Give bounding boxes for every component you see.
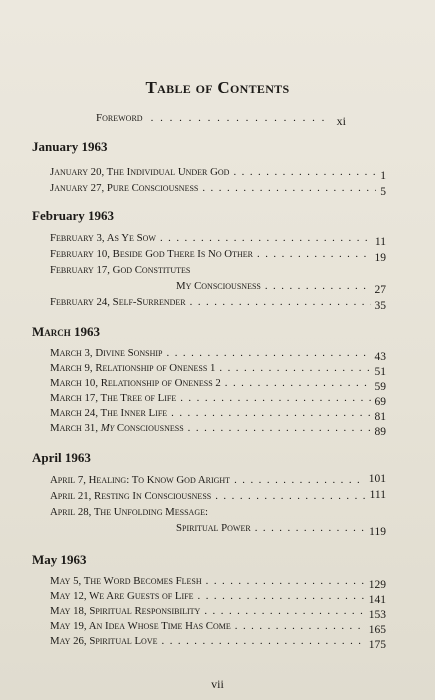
toc-entry[interactable] bbox=[50, 362, 386, 378]
entry-page: 141 bbox=[368, 594, 386, 606]
toc-entry[interactable] bbox=[50, 620, 386, 636]
entry-label bbox=[50, 422, 184, 434]
toc-entry[interactable] bbox=[50, 506, 386, 518]
toc-entry[interactable] bbox=[50, 377, 386, 393]
section-heading-may: May 1963 bbox=[32, 552, 87, 567]
entry-label: April 7, Healing: To Know God Aright bbox=[50, 474, 231, 486]
toc-entry[interactable] bbox=[50, 490, 386, 502]
dot-leader bbox=[233, 166, 376, 178]
entry-page: 111 bbox=[369, 489, 386, 501]
toc-entry[interactable] bbox=[50, 248, 386, 264]
dot-leader bbox=[206, 575, 365, 587]
page-title: Table of Contents bbox=[145, 78, 290, 97]
toc-entry[interactable] bbox=[50, 182, 386, 198]
dot-leader bbox=[162, 635, 365, 647]
toc-entry[interactable] bbox=[50, 422, 386, 438]
entry-label: April 21, Resting In Consciousness bbox=[50, 490, 212, 502]
section-heading-march: March 1963 bbox=[32, 324, 101, 339]
entry-label: January 20, The Individual Under God bbox=[50, 166, 230, 178]
section-heading-january: January 1963 bbox=[32, 139, 108, 154]
dot-leader bbox=[188, 422, 371, 434]
toc-entry[interactable] bbox=[50, 575, 386, 591]
dot-leader bbox=[257, 248, 371, 260]
entry-label-prefix: March 31, bbox=[50, 422, 101, 434]
entry-page: 175 bbox=[368, 639, 386, 651]
entry-page: 81 bbox=[374, 411, 386, 423]
dot-leader bbox=[215, 490, 365, 502]
toc-entry[interactable] bbox=[50, 605, 386, 621]
toc-entry[interactable] bbox=[50, 296, 386, 312]
entry-label: May 18, Spiritual Responsibility bbox=[50, 605, 201, 617]
toc-entry[interactable] bbox=[50, 347, 386, 363]
dot-leader bbox=[255, 522, 365, 534]
entry-page: 89 bbox=[374, 426, 386, 438]
entry-label: May 5, The Word Becomes Flesh bbox=[50, 575, 202, 587]
dot-leader bbox=[160, 232, 371, 244]
entry-label: May 12, We Are Guests of Life bbox=[50, 590, 194, 602]
toc-entry[interactable] bbox=[50, 392, 386, 408]
toc-entry[interactable] bbox=[50, 232, 386, 248]
dot-leader bbox=[190, 296, 371, 308]
entry-page: 27 bbox=[374, 284, 386, 296]
entry-label: February 17, God Constitutes bbox=[50, 264, 191, 276]
dot-leader bbox=[167, 347, 371, 359]
toc-entry-foreword[interactable] bbox=[96, 110, 346, 128]
entry-label-suffix: Consciousness bbox=[114, 422, 184, 434]
section-heading-february: February 1963 bbox=[32, 208, 114, 223]
entry-page: 43 bbox=[374, 351, 386, 363]
toc-entry[interactable] bbox=[50, 590, 386, 606]
entry-label: Spiritual Power bbox=[176, 522, 251, 534]
dot-leader bbox=[234, 474, 365, 486]
entry-label: January 27, Pure Consciousness bbox=[50, 182, 199, 194]
entry-label: March 17, The Tree of Life bbox=[50, 392, 177, 404]
toc-entry-continuation[interactable] bbox=[176, 280, 386, 296]
entry-label-italic: My bbox=[100, 422, 115, 434]
entry-page: 119 bbox=[369, 526, 386, 538]
entry-label: February 3, As Ye Sow bbox=[50, 232, 156, 244]
dot-leader bbox=[235, 620, 365, 632]
dot-leader bbox=[204, 605, 364, 617]
dot-leader bbox=[151, 112, 331, 124]
entry-page: 69 bbox=[374, 396, 386, 408]
dot-leader bbox=[198, 590, 365, 602]
toc-entry[interactable] bbox=[50, 407, 386, 423]
entry-page: 153 bbox=[368, 609, 386, 621]
entry-label: My Consciousness bbox=[176, 280, 261, 292]
entry-label: May 19, An Idea Whose Time Has Come bbox=[50, 620, 231, 632]
entry-page: 1 bbox=[380, 170, 386, 182]
entry-label: March 3, Divine Sonship bbox=[50, 347, 163, 359]
toc-entry[interactable] bbox=[50, 474, 386, 486]
dot-leader bbox=[219, 362, 370, 374]
entry-page: 101 bbox=[368, 473, 386, 485]
page-number: vii bbox=[211, 677, 224, 691]
entry-page: 19 bbox=[374, 252, 386, 264]
entry-label: February 24, Self-Surrender bbox=[50, 296, 186, 308]
section-heading-april: April 1963 bbox=[32, 450, 91, 465]
entry-label: March 10, Relationship of Oneness 2 bbox=[50, 377, 221, 389]
entry-page: 165 bbox=[368, 624, 386, 636]
entry-label: April 28, The Unfolding Message: bbox=[50, 506, 209, 518]
entry-label: March 9, Relationship of Oneness 1 bbox=[50, 362, 216, 374]
entry-page: 35 bbox=[374, 300, 386, 312]
toc-entry[interactable] bbox=[50, 264, 386, 276]
toc-entry[interactable] bbox=[50, 166, 386, 182]
entry-label: March 24, The Inner Life bbox=[50, 407, 168, 419]
dot-leader bbox=[225, 377, 371, 389]
entry-page: 51 bbox=[374, 366, 386, 378]
entry-page: 11 bbox=[374, 236, 386, 248]
entry-page: xi bbox=[336, 114, 346, 128]
entry-page: 129 bbox=[368, 579, 386, 591]
toc-entry-continuation[interactable] bbox=[176, 522, 386, 538]
dot-leader bbox=[171, 407, 370, 419]
entry-page: 59 bbox=[374, 381, 386, 393]
entry-label: Foreword bbox=[96, 112, 143, 124]
entry-page: 5 bbox=[380, 186, 386, 198]
entry-label: May 26, Spiritual Love bbox=[50, 635, 158, 647]
dot-leader bbox=[202, 182, 376, 194]
toc-entry[interactable] bbox=[50, 635, 386, 651]
dot-leader bbox=[265, 280, 371, 292]
entry-label: February 10, Beside God There Is No Other bbox=[50, 248, 253, 260]
dot-leader bbox=[180, 392, 370, 404]
